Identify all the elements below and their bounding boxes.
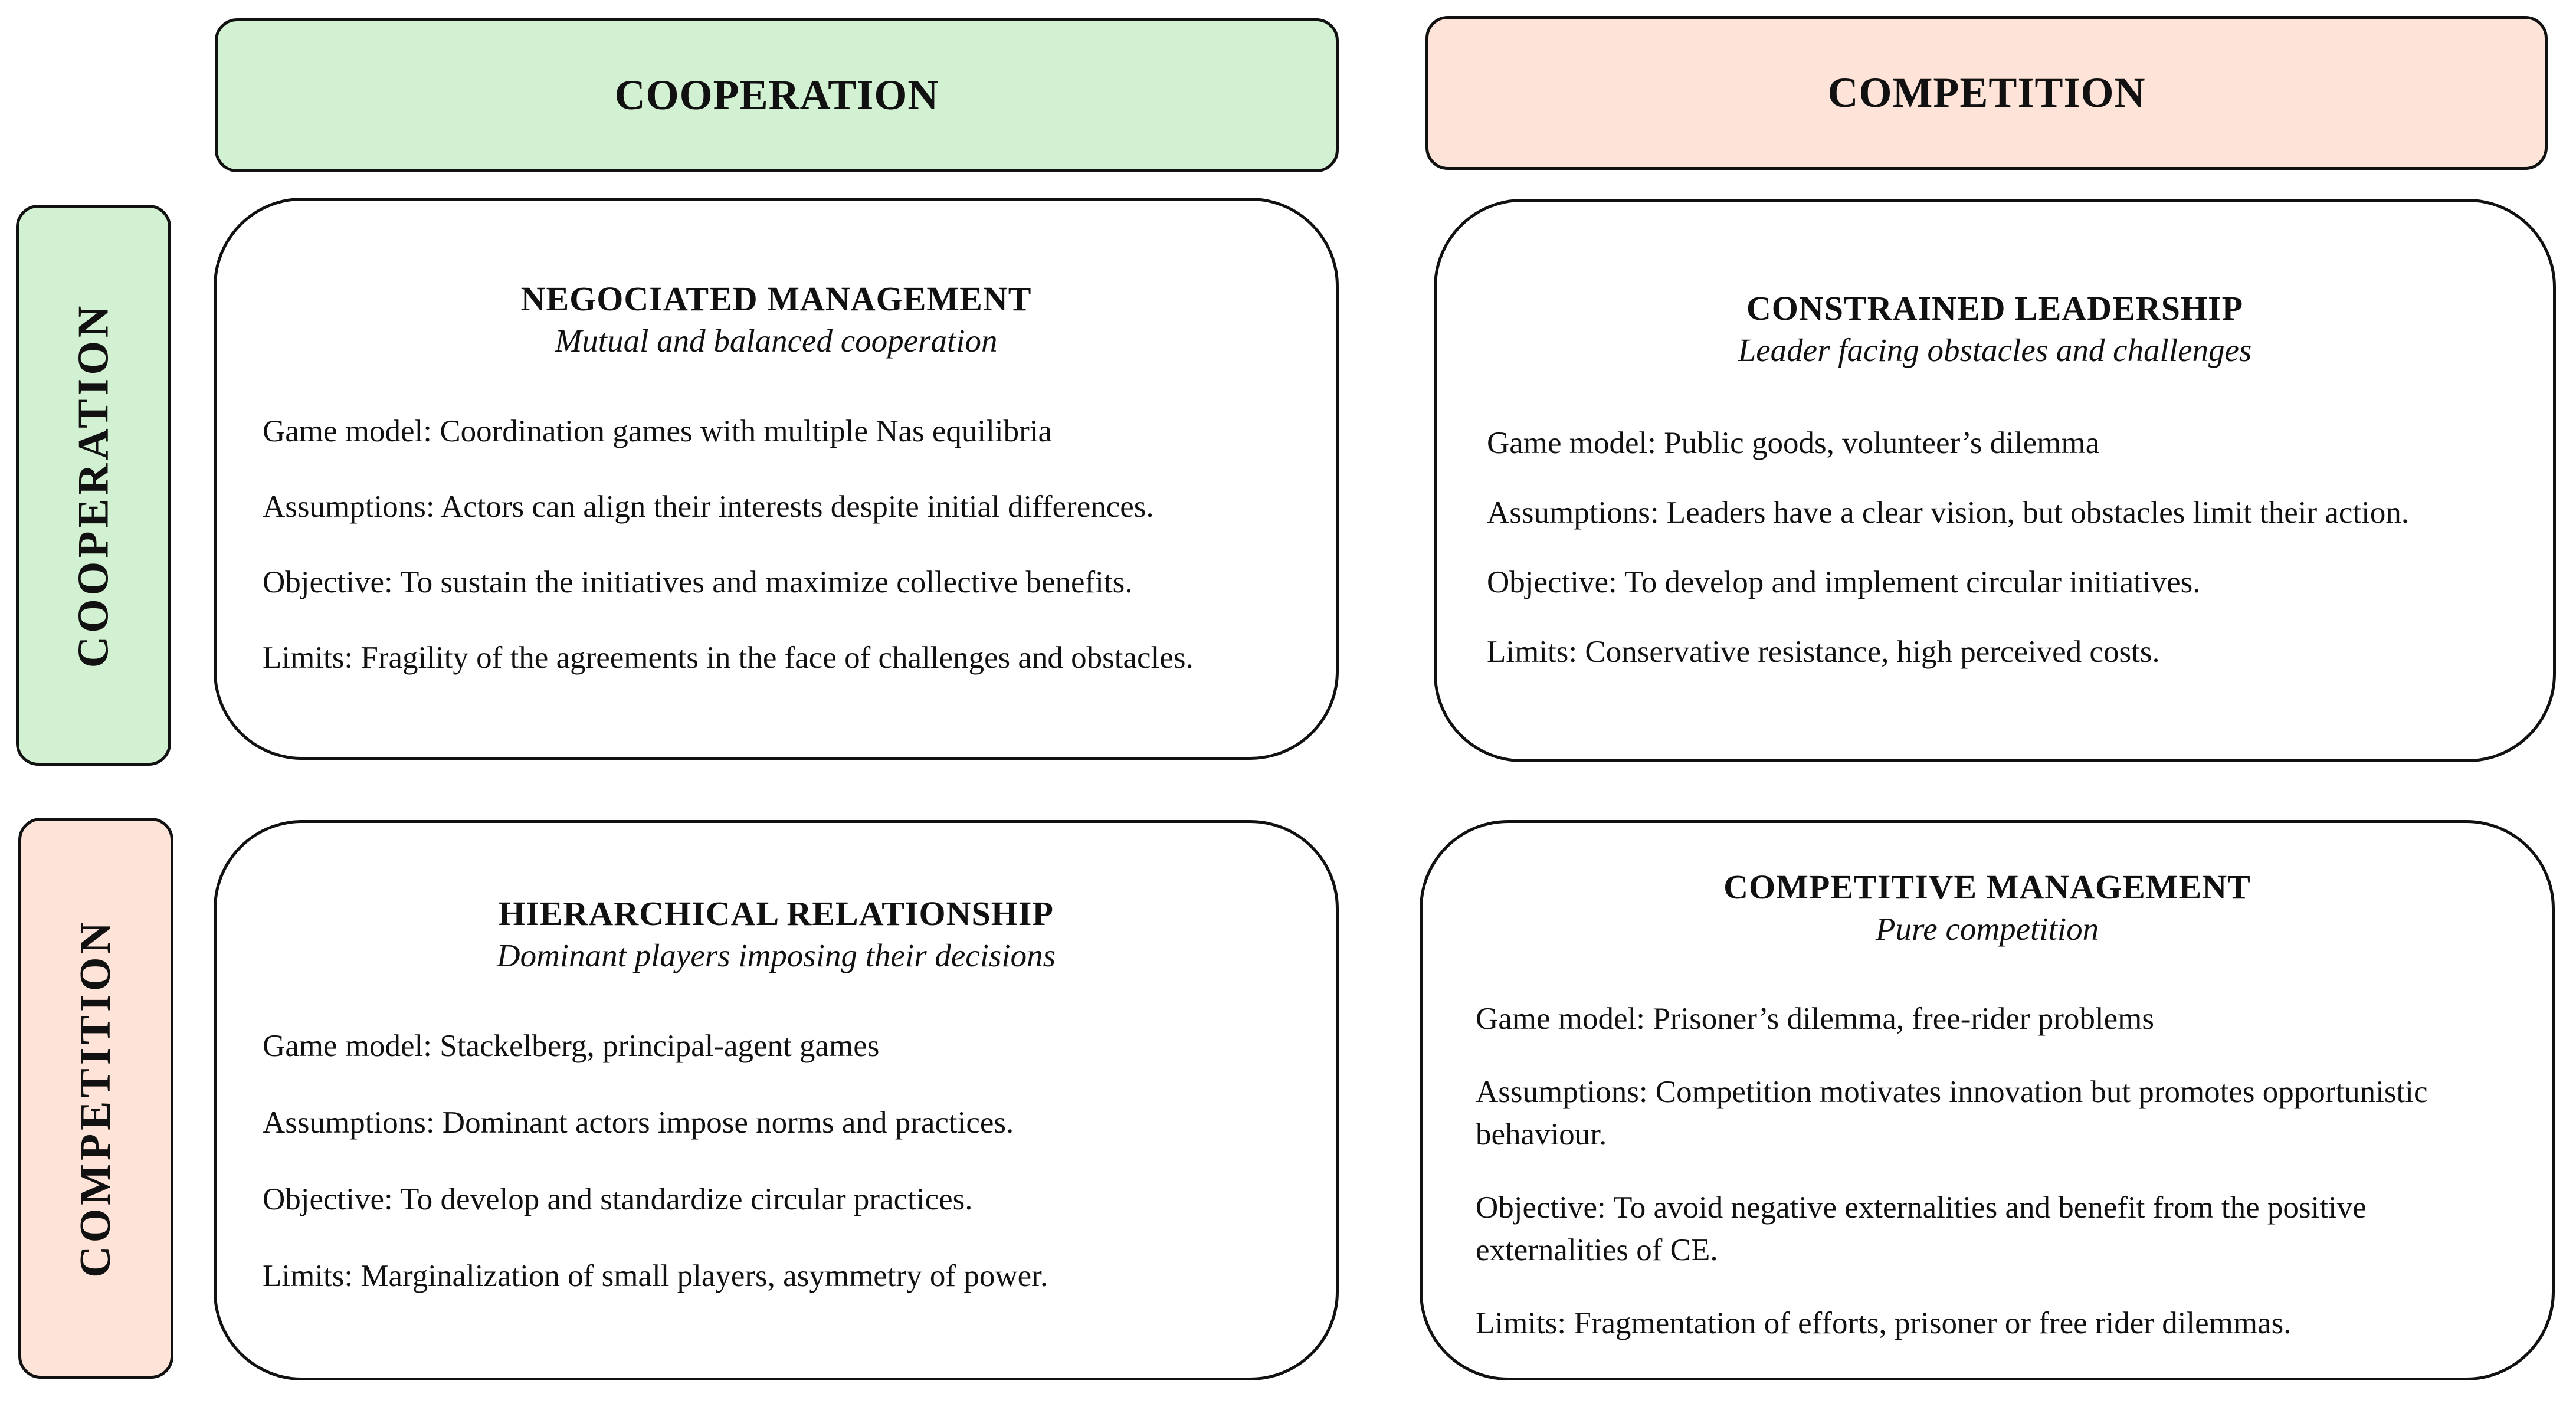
assumptions-text: Assumptions: Actors can align their interests despite initial differences. <box>263 490 1154 524</box>
quadrant-subtitle: Leader facing obstacles and challenges <box>1738 332 2252 368</box>
game-model-text: Game model: Stackelberg, principal-agent games <box>263 1029 880 1063</box>
limits-text: Limits: Conservative resistance, high perceived costs. <box>1487 635 2160 669</box>
quadrant-title: HIERARCHICAL RELATIONSHIP <box>499 894 1054 933</box>
assumptions-text: Assumptions: Competition motivates innovation but promotes opportunistic behaviour. <box>1476 1075 2428 1152</box>
game-model-text: Game model: Coordination games with multiple Nas equilibria <box>263 414 1052 448</box>
assumptions-text: Assumptions: Leaders have a clear vision, but obstacles limit their action. <box>1487 496 2410 530</box>
row-header-competition <box>18 818 173 1379</box>
quadrant-competitive-management <box>1420 820 2555 1380</box>
limits-text: Limits: Fragility of the agreements in the face of challenges and obstacles. <box>263 641 1194 675</box>
quadrant-subtitle: Dominant players imposing their decisions <box>496 937 1056 973</box>
column-header-label: COMPETITION <box>1827 69 2146 116</box>
quadrant-negociated-management <box>214 198 1339 760</box>
objective-text: Objective: To sustain the initiatives and maximize collective benefits. <box>263 565 1133 599</box>
assumptions-text: Assumptions: Dominant actors impose norms and practices. <box>263 1106 1014 1140</box>
objective-text: Objective: To develop and standardize circular practices. <box>263 1182 973 1216</box>
quadrant-title: COMPETITIVE MANAGEMENT <box>1723 868 2251 906</box>
row-header-cooperation <box>16 205 171 766</box>
limits-text: Limits: Marginalization of small players, asymmetry of power. <box>263 1259 1048 1293</box>
quadrant-subtitle: Pure competition <box>1875 911 2099 947</box>
quadrant-hierarchical-relationship <box>214 820 1339 1380</box>
limits-text: Limits: Fragmentation of efforts, prisoner or free rider dilemmas. <box>1476 1306 2292 1340</box>
game-model-text: Game model: Prisoner’s dilemma, free-rider problems <box>1476 1002 2154 1036</box>
row-header-label: COOPERATION <box>69 302 118 668</box>
quadrant-subtitle: Mutual and balanced cooperation <box>555 323 998 359</box>
quadrant-constrained-leadership <box>1434 199 2556 762</box>
objective-text: Objective: To avoid negative externalities and benefit from the positive externalities of CE. <box>1476 1190 2367 1267</box>
column-header-competition <box>1425 16 2548 170</box>
quadrant-title: CONSTRAINED LEADERSHIP <box>1746 289 2244 327</box>
objective-text: Objective: To develop and implement circular initiatives. <box>1487 565 2201 599</box>
column-header-cooperation <box>215 18 1339 172</box>
quadrant-title: NEGOCIATED MANAGEMENT <box>520 280 1032 318</box>
game-model-text: Game model: Public goods, volunteer’s dilemma <box>1487 426 2100 460</box>
row-header-label: COMPETITION <box>71 919 120 1278</box>
column-header-label: COOPERATION <box>614 71 939 119</box>
